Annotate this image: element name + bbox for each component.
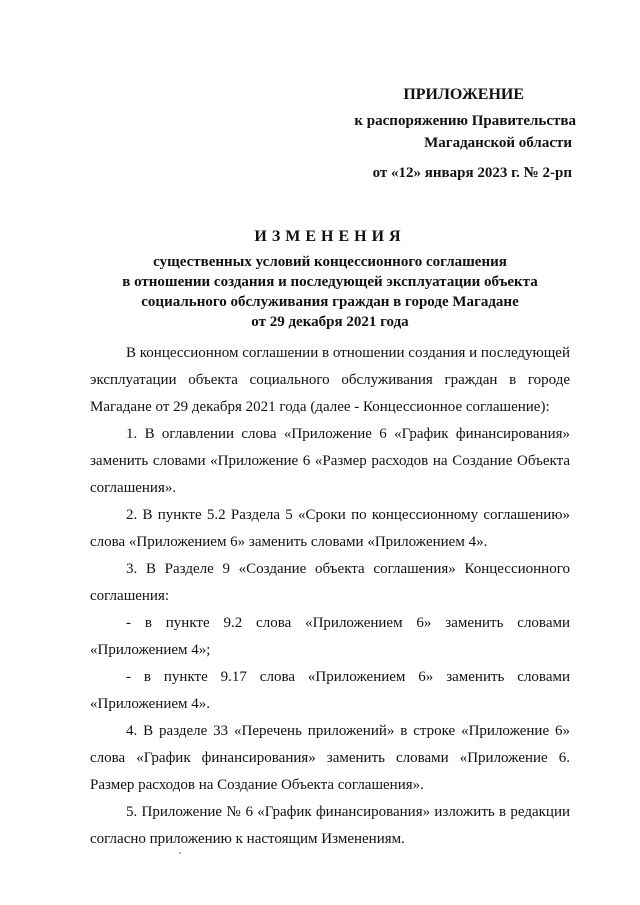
appendix-header — [276, 84, 576, 184]
appendix-date-line: от «12» января 2023 г. № 2-рп — [372, 165, 572, 181]
appendix-line-2: Магаданской области — [424, 135, 572, 151]
item-5-paragraph: 5. Приложение № 6 «График финансирования» изложить в редакции согласно приложению к настоящим Изменениям. — [90, 804, 570, 847]
title-subline-2: в отношении создания и последующей эксплуатации объекта — [122, 274, 538, 290]
intro-paragraph: В концессионном соглашении в отношении создания и последующей эксплуатации объекта социального обслуживания граждан в городе Магадане от 29 декабря 2021 года (далее - Концессионное соглашение): — [90, 345, 570, 415]
title-subline-1: существенных условий концессионного соглашения — [153, 254, 507, 270]
appendix-heading: ПРИЛОЖЕНИЕ — [403, 86, 524, 103]
document-title-block — [90, 228, 570, 332]
item-4-paragraph: 4. В разделе 33 «Перечень приложений» в строке «Приложение 6» слова «График финансирования» заменить словами «Приложение 6. Размер расходов на Создание Объекта соглашения». — [90, 723, 570, 793]
appendix-line-1: к распоряжению Правительства — [354, 113, 576, 129]
document-body — [90, 340, 570, 853]
scan-artifact-dot — [179, 852, 181, 854]
item-3-sub-1: - в пункте 9.2 слова «Приложением 6» заменить словами «Приложением 4»; — [90, 615, 570, 658]
document-title: ИЗМЕНЕНИЯ — [254, 228, 406, 245]
item-1-paragraph: 1. В оглавлении слова «Приложение 6 «График финансирования» заменить словами «Приложение 6 «Размер расходов на Создание Объекта соглашения». — [90, 426, 570, 496]
title-subline-4: от 29 декабря 2021 года — [251, 314, 409, 330]
item-2-paragraph: 2. В пункте 5.2 Раздела 5 «Сроки по концессионному соглашению» слова «Приложением 6» заменить словами «Приложением 4». — [90, 507, 570, 550]
item-3-sub-2: - в пункте 9.17 слова «Приложением 6» заменить словами «Приложением 4». — [90, 669, 570, 712]
item-3-paragraph: 3. В Разделе 9 «Создание объекта соглашения» Концессионного соглашения: — [90, 561, 570, 604]
title-subline-3: социального обслуживания граждан в городе Магадане — [141, 294, 519, 310]
